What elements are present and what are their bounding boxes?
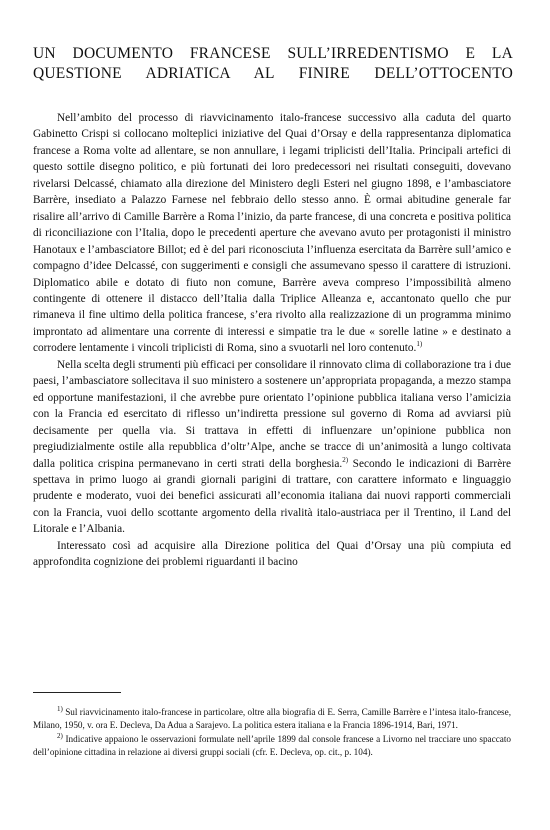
footnote-reference-2: 2) bbox=[342, 455, 349, 464]
body-paragraph-2 bbox=[33, 357, 511, 538]
footnote-mark: 1) bbox=[57, 704, 63, 713]
article-title bbox=[33, 44, 513, 84]
paragraph-text: Nell’ambito del processo di riavvicinamento italo-francese successivo alla caduta del quarto Gabinetto Crispi si collocano molteplici iniziative del Quai d’Orsay e della rappresentanza diplomatica francese a Roma volte ad allentare, se non annullare, i legami triplicisti dell’Italia. Principali artefici di questo sottile disegno politico, e più fortunati dei loro predecessori nei risultati conseguiti, dovevano rivelarsi Delcassé, chiamato alla direzione del Ministero degli Esteri nel giugno 1898, e l’ambasciatore Barrère, insediato a Palazzo Farnese nel febbraio dello stesso anno. È ormai abitudine generale far risalire all’arrivo di Camille Barrère a Roma l’inizio, da parte francese, di una concreta e positiva politica di riconciliazione con l’Italia, dopo le precedenti aperture che avevano avuto per protagonisti il ministro Hanotaux e l’ambasciatore Billot; ed è del pari riconosciuta l’influenza esercitata da Barrère sull’amico e compagno d’idee Delcassé, con suggerimenti e consigli che assumevano spesso il carattere di istruzioni. Diplomatico abile e dotato di fiuto non comune, Barrère aveva compreso l’impossibilità almeno contingente di ottenere il distacco dell’Italia dalla Triplice Alleanza e, accantonato quello che pur rimaneva il fine ultimo della politica francese, s’era rivolto alla realizzazione di un programma minimo improntato ad alimentare una corrente di interessi e simpatie tra le due « sorelle latine » e destinato a corrodere lentamente i vincoli triplicisti di Roma, sino a svuotarli nel loro contenuto. bbox=[33, 112, 511, 355]
title-line-1: UN DOCUMENTO FRANCESE SULL’IRREDENTISMO E LA bbox=[33, 45, 513, 62]
paragraph-text: Secondo le indicazioni di Barrère spettava in primo luogo ai grandi giornali parigini di trattare, con carattere informato e linguaggio prudente e moderato, vuoi dei benefici assicurati all’economia italiana dai nuovi rapporti commerciali con la Francia, vuoi dello scottante argomento della rivalità italo-austriaca per il Trentino, il Land del Litorale e l’Albania. bbox=[33, 457, 511, 536]
article-body bbox=[33, 110, 511, 571]
footnote-reference-1: 1) bbox=[416, 340, 423, 349]
footnote-text: Indicative appaiono le osservazioni formulate nell’aprile 1899 dal console francese a Livorno nel tracciare uno spaccato dell’opinione cittadina in relazione ai diversi gruppi sociali (cfr. E. Decleva, op. cit., p. 104). bbox=[33, 733, 512, 757]
footnotes bbox=[33, 706, 511, 759]
footnote-text: Sul riavvicinamento italo-francese in particolare, oltre alla biografia di E. Serra, Camille Barrère e l’intesa italo-francese, Milano, 1950, v. ora E. Decleva, Da Adua a Sarajevo. La politica estera italiana e la Francia 1896-1914, Bari, 1971. bbox=[33, 707, 511, 731]
body-paragraph-1 bbox=[33, 110, 511, 357]
footnote-1 bbox=[33, 706, 511, 733]
title-line-2: QUESTIONE ADRIATICA AL FINIRE DELL’OTTOCENTO bbox=[33, 65, 513, 82]
footnote-2 bbox=[33, 733, 511, 760]
footnote-divider bbox=[33, 692, 121, 693]
paragraph-text: Interessato così ad acquisire alla Direzione politica del Quai d’Orsay una più compiuta ed approfondita cognizione dei problemi riguardanti il bacino bbox=[33, 539, 511, 569]
body-paragraph-3 bbox=[33, 538, 511, 571]
paragraph-text: Nella scelta degli strumenti più efficaci per consolidare il rinnovato clima di collaborazione tra i due paesi, l’ambasciatore sollecitava il suo ministero a sostenere un’appropriata propaganda, a mezzo stampa ed opportune manifestazioni, il che avrebbe pure orientato l’opinione pubblica italiana verso l’amicizia con la Francia ed esercitato di riflesso un’indiretta pressione sul governo di Roma ad avviarsi più decisamente per quella via. Si trattava in effetti di influenzare un’opinione pubblica non pregiudizialmente ostile alla repubblica d’oltr’Alpe, anche se tracce di un’animosità a lungo coltivata dalla politica crispina permanevano in certi strati della borghesia. bbox=[33, 358, 511, 470]
footnote-mark: 2) bbox=[57, 731, 63, 740]
